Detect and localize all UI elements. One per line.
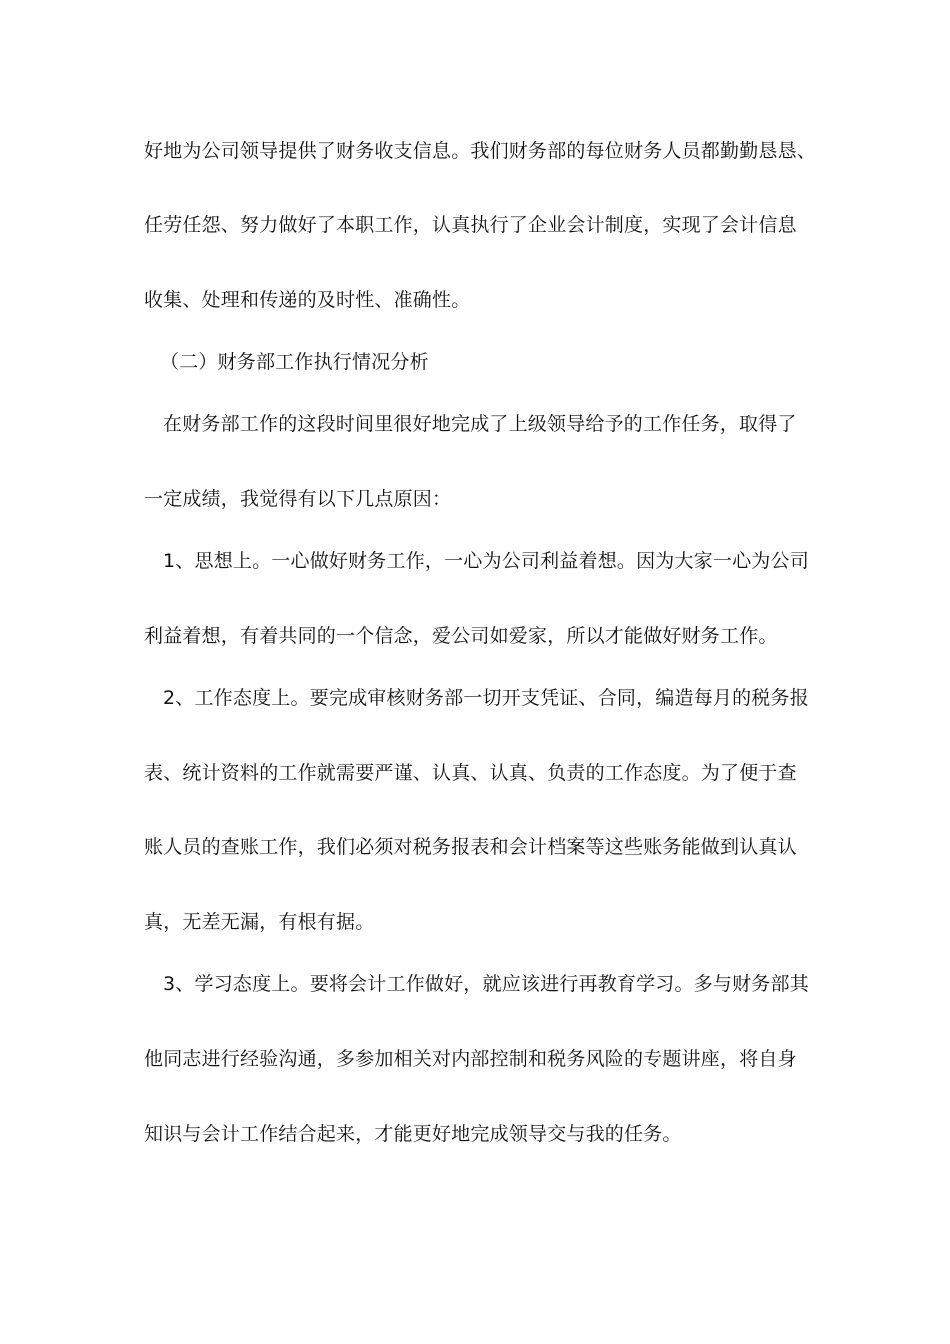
- text-line: 任劳任怨、努力做好了本职工作，认真执行了企业会计制度，实现了会计信息: [144, 214, 797, 236]
- list-item-3: 3、学习态度上。要将会计工作做好，就应该进行再教育学习。多与财务部其: [163, 973, 809, 995]
- list-item-1: 1、思想上。一心做好财务工作，一心为公司利益着想。因为大家一心为公司: [163, 550, 809, 572]
- text-line: 好地为公司领导提供了财务收支信息。我们财务部的每位财务人员都勤勤恳恳、: [144, 140, 817, 162]
- section-heading: （二）财务部工作执行情况分析: [160, 351, 429, 373]
- text-line: 一定成绩，我觉得有以下几点原因：: [144, 488, 452, 510]
- text-line: 知识与会计工作结合起来，才能更好地完成领导交与我的任务。: [144, 1123, 682, 1145]
- text-line: 利益着想，有着共同的一个信念，爱公司如爱家，所以才能做好财务工作。: [144, 625, 778, 647]
- text-line: 他同志进行经验沟通，多参加相关对内部控制和税务风险的专题讲座，将自身: [144, 1048, 797, 1070]
- text-line: 表、统计资料的工作就需要严谨、认真、认真、负责的工作态度。为了便于查: [144, 762, 797, 784]
- text-line: 账人员的查账工作，我们必须对税务报表和会计档案等这些账务能做到认真认: [144, 836, 797, 858]
- list-item-2: 2、工作态度上。要完成审核财务部一切开支凭证、合同，编造每月的税务报: [163, 687, 809, 709]
- text-line: 真，无差无漏，有根有据。: [144, 911, 375, 933]
- text-line: 在财务部工作的这段时间里很好地完成了上级领导给予的工作任务，取得了: [163, 413, 797, 435]
- text-line: 收集、处理和传递的及时性、准确性。: [144, 289, 471, 311]
